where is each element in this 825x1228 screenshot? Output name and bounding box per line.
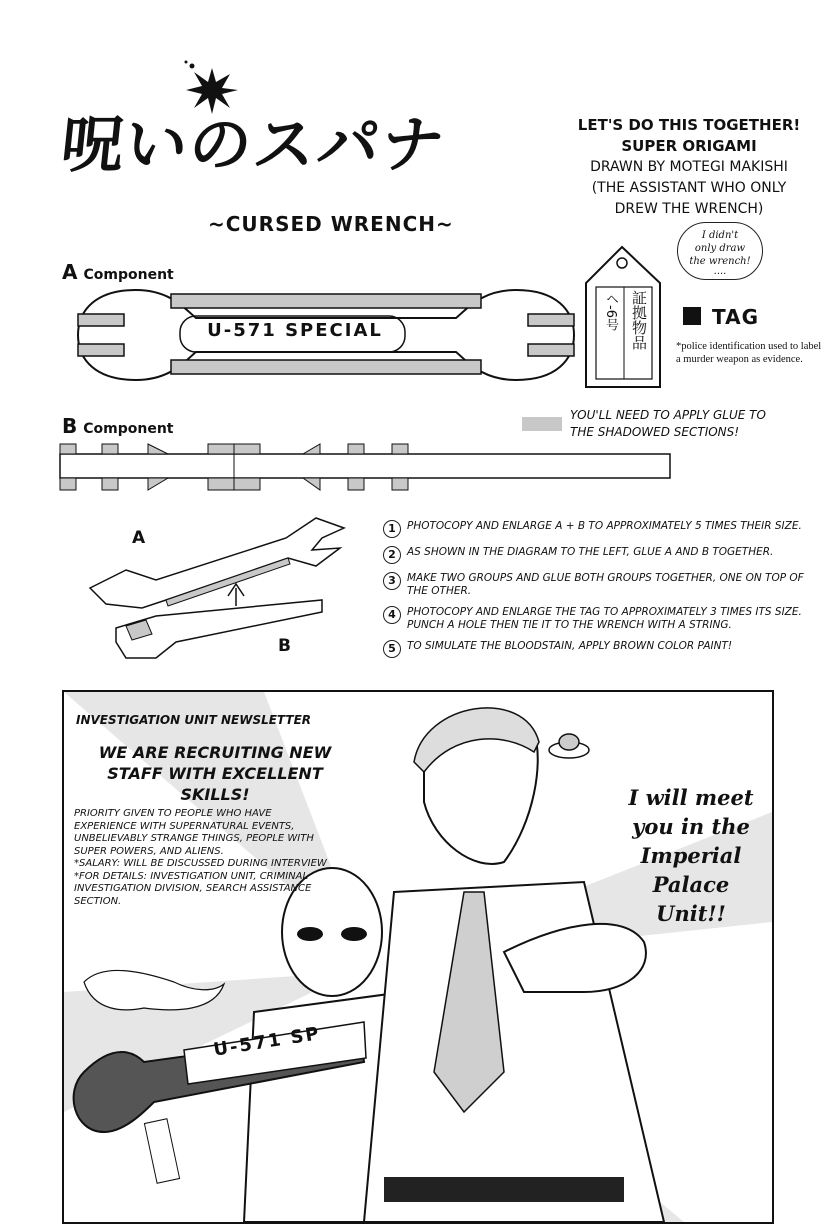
step-text: PHOTOCOPY AND ENLARGE A + B TO APPROXIMATELY 5 TIMES THEIR SIZE. — [407, 520, 802, 532]
credits — [560, 115, 818, 220]
instruction-step — [383, 546, 823, 564]
step-number: 4 — [383, 606, 401, 624]
bubble-line: the wrench! — [689, 256, 751, 267]
glue-note-line: YOU'LL NEED TO APPLY GLUE TO — [570, 408, 766, 422]
step-number: 3 — [383, 572, 401, 590]
tag-square-icon — [683, 307, 701, 325]
instruction-step — [383, 520, 823, 538]
diagram-label-b: B — [278, 636, 291, 656]
speech-bubble — [677, 222, 763, 280]
tag-cutout — [584, 245, 664, 394]
credits-line: DRAWN BY MOTEGI MAKISHI — [590, 159, 788, 175]
character-speech: I will meet you in the Imperial Palace Unit!! — [628, 785, 754, 926]
step-text: PHOTOCOPY AND ENLARGE THE TAG TO APPROXIMATELY 3 TIMES ITS SIZE. PUNCH A HOLE THEN TIE IT TO THE WRENCH WITH A STRING. — [407, 606, 802, 631]
tag-label-text: TAG — [712, 305, 759, 329]
strip-cutout-b — [58, 440, 673, 500]
glue-swatch — [522, 417, 562, 431]
step-number: 5 — [383, 640, 401, 658]
bubble-line: only draw — [694, 243, 746, 254]
component-letter: B — [62, 414, 78, 438]
wrench-a-text: U-571 SPECIAL — [207, 320, 383, 341]
step-number: 2 — [383, 546, 401, 564]
title-english: ~CURSED WRENCH~ — [208, 212, 454, 236]
component-letter: A — [62, 260, 78, 284]
glue-note — [570, 407, 820, 441]
step-text: TO SIMULATE THE BLOODSTAIN, APPLY BROWN COLOR PAINT! — [407, 640, 733, 652]
tag-text-left: ヘ-6号 — [603, 292, 618, 331]
credits-line: SUPER ORIGAMI — [621, 137, 757, 155]
step-text: MAKE TWO GROUPS AND GLUE BOTH GROUPS TOGETHER, ONE ON TOP OF THE OTHER. — [407, 572, 804, 597]
title-japanese: 呪いのスパナ — [57, 108, 450, 181]
bubble-line: ···· — [713, 269, 727, 280]
step-number: 1 — [383, 520, 401, 538]
diagram-label-a: A — [132, 528, 146, 548]
glue-note-line: THE SHADOWED SECTIONS! — [570, 425, 740, 439]
instruction-step — [383, 640, 823, 658]
tag-note: *police identification used to label a murder weapon as evidence. — [676, 341, 822, 365]
tag-label — [712, 305, 759, 329]
held-wrench-text: U-571 SP — [212, 1023, 323, 1061]
assembly-diagram — [86, 508, 346, 682]
instruction-step — [383, 606, 823, 632]
newsletter-header: INVESTIGATION UNIT NEWSLETTER — [76, 713, 312, 727]
credits-line: DREW THE WRENCH) — [614, 201, 764, 217]
credits-line: (THE ASSISTANT WHO ONLY — [591, 180, 787, 196]
newsletter-body — [74, 808, 329, 908]
component-text: Component — [83, 421, 174, 437]
newsletter-title: WE ARE RECRUITING NEW STAFF WITH EXCELLENT SKILLS! — [98, 743, 332, 804]
instructions-list — [383, 520, 823, 666]
newsletter-body-paragraph: *SALARY: WILL BE DISCUSSED DURING INTERVIEW — [74, 858, 327, 869]
tag-text-right: 証拠物品 — [630, 290, 648, 350]
credits-line: LET'S DO THIS TOGETHER! — [577, 116, 801, 134]
step-text: AS SHOWN IN THE DIAGRAM TO THE LEFT, GLUE A AND B TOGETHER. — [407, 546, 774, 558]
newsletter-body-paragraph: *FOR DETAILS: INVESTIGATION UNIT, CRIMINAL INVESTIGATION DIVISION, SEARCH ASSISTANCE SECTION. — [74, 870, 312, 907]
instruction-step — [383, 572, 823, 598]
component-text: Component — [83, 267, 174, 283]
newsletter-body-paragraph: PRIORITY GIVEN TO PEOPLE WHO HAVE EXPERIENCE WITH SUPERNATURAL EVENTS, UNBELIEVABLY STRANGE THINGS, PEOPLE WITH SUPER POWERS, AND ALIENS. — [74, 808, 314, 857]
component-b-label — [62, 414, 174, 438]
bubble-line: I didn't — [701, 230, 739, 241]
